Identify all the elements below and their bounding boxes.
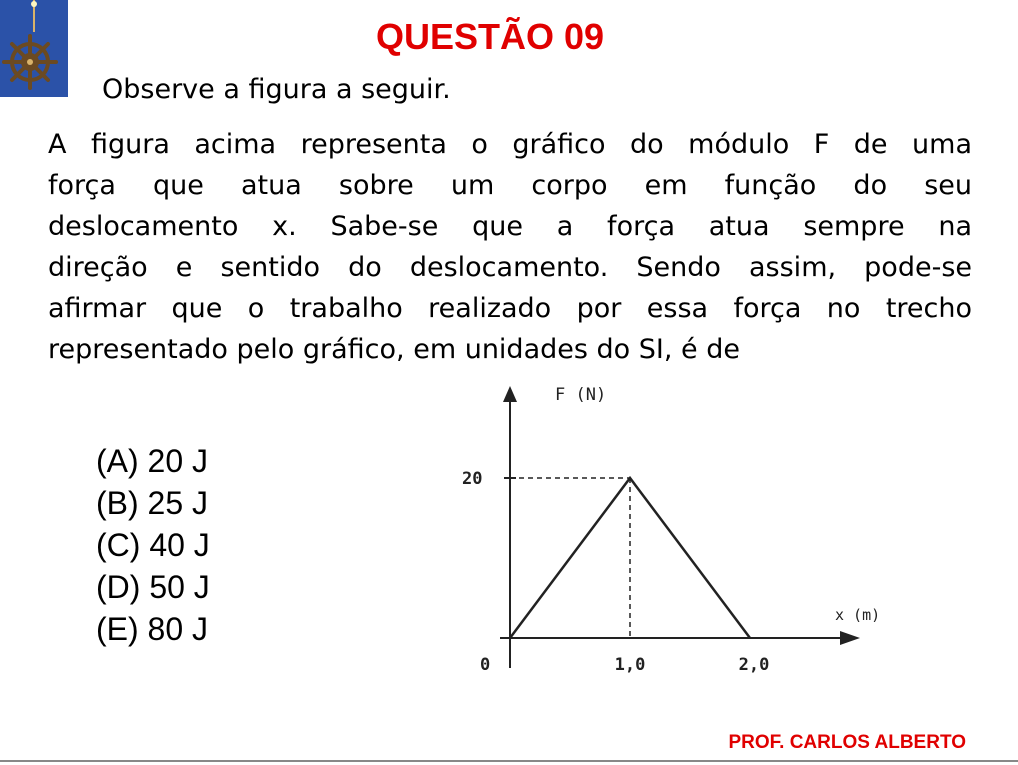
intro-text: Observe a figura a seguir. xyxy=(102,74,451,105)
question-paragraph xyxy=(48,124,972,370)
x-tick-label: 0 xyxy=(480,655,491,675)
x-tick-label: 1,0 xyxy=(614,655,646,675)
paragraph-line: força que atua sobre um corpo em função do seu xyxy=(48,170,972,201)
author-credit: PROF. CARLOS ALBERTO xyxy=(728,732,966,753)
answer-options xyxy=(96,440,210,650)
option-a[interactable]: (A) 20 J xyxy=(96,443,209,479)
paragraph-line: representado pelo gráfico, em unidades do SI, é de xyxy=(48,334,740,365)
x-tick-label: 2,0 xyxy=(738,655,770,675)
option-c[interactable]: (C) 40 J xyxy=(96,527,210,563)
page-title: QUESTÃO 09 xyxy=(375,16,605,57)
option-b[interactable]: (B) 25 J xyxy=(96,485,209,521)
option-d[interactable]: (D) 50 J xyxy=(96,569,210,605)
paragraph-line: deslocamento x. Sabe-se que a força atua sempre na xyxy=(48,211,972,242)
bottom-divider xyxy=(0,760,1018,762)
option-e[interactable]: (E) 80 J xyxy=(96,611,209,647)
y-axis-label: F (N) xyxy=(555,385,607,405)
paragraph-line: afirmar que o trabalho realizado por essa força no trecho xyxy=(48,293,972,324)
y-tick-label: 20 xyxy=(462,469,483,489)
paragraph-line: direção e sentido do deslocamento. Sendo assim, pode-se xyxy=(48,252,972,283)
force-displacement-chart xyxy=(440,378,910,692)
x-axis-label: x (m) xyxy=(835,606,881,624)
paragraph-line: A figura acima representa o gráfico do módulo F de uma xyxy=(48,129,972,160)
